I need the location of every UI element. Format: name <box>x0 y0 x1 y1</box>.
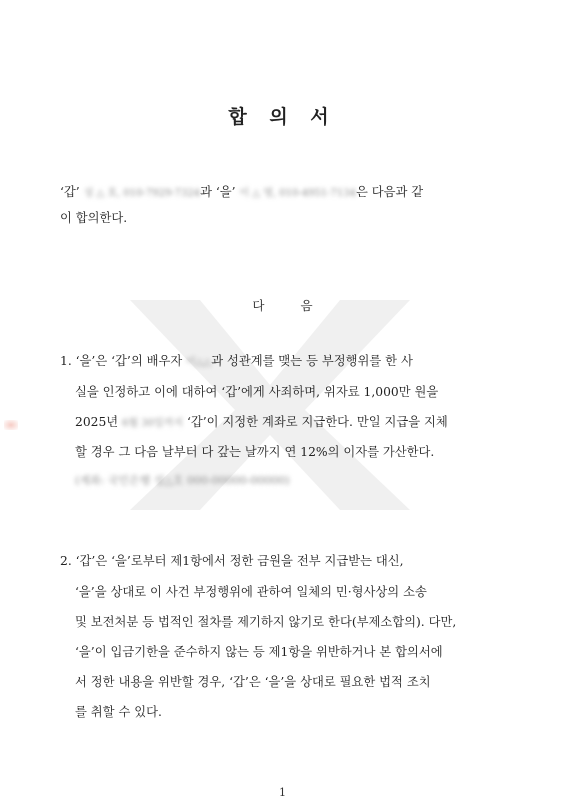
clause2-line-1: 2. ‘갑’은 ‘을’로부터 제1항에서 정한 금원을 전부 지급받는 대신, <box>60 554 404 568</box>
redacted-spouse-name: 이△△ <box>186 357 212 368</box>
heading-left: 다 <box>252 298 265 313</box>
clause1-line-3 <box>75 412 448 430</box>
redacted-account-info: (계좌: 국민은행 성△호 000-00000-00000) <box>75 474 290 487</box>
clause1-line-5 <box>75 472 290 488</box>
clause1-text-c: ‘갑’이 지정한 계좌로 지급한다. 만일 지급을 지체 <box>186 415 448 429</box>
intro-ending: 은 다음과 같 <box>355 185 424 199</box>
party-a-label: ‘갑’ <box>60 185 80 199</box>
clause2-line-5: 서 정한 내용을 위반할 경우, ‘갑’은 ‘을’을 상대로 필요한 법적 조치 <box>75 675 431 689</box>
clause2-line-2: ‘을’을 상대로 이 사건 부정행위에 관하여 일체의 민·형사상의 소송 <box>75 585 427 599</box>
redacted-due-date: 6월 30일까지 <box>122 418 184 429</box>
heading-right: 음 <box>300 298 313 313</box>
intro-connector: 과 ‘을’ <box>200 185 236 199</box>
clause1-text-b: 과 성관계를 맺는 등 부정행위를 한 사 <box>211 354 413 368</box>
stain-mark <box>4 420 18 430</box>
clause1-text-a: 1. ‘을’은 ‘갑’의 배우자 <box>60 354 183 368</box>
clause1-year: 2025년 <box>75 415 119 429</box>
redacted-party-b-info: 이 △ 영, 010-4951-7134 <box>239 188 356 199</box>
section-heading <box>0 296 565 314</box>
document-title: 합 의 서 <box>228 106 337 128</box>
redacted-party-a-info: 성 △ 호, 010-7929-7324 <box>83 188 201 199</box>
clause2-line-6: 를 취할 수 있다. <box>75 705 162 719</box>
clause1-line-4: 할 경우 그 다음 날부터 다 갚는 날까지 연 12%의 이자를 가산한다. <box>75 445 435 459</box>
clause1-line-2: 실을 인정하고 이에 대하여 ‘갑’에게 사죄하며, 위자료 1,000만 원을 <box>75 385 439 399</box>
clause2-line-3: 및 보전처분 등 법적인 절차를 제기하지 않기로 한다(부제소합의). 다만, <box>75 615 457 629</box>
intro-line-1 <box>60 182 423 200</box>
page-number: 1 <box>279 786 286 798</box>
clause2-line-4: ‘을’이 입금기한을 준수하지 않는 등 제1항을 위반하거나 본 합의서에 <box>75 645 443 659</box>
clause1-line-1 <box>60 351 413 369</box>
intro-line-2: 이 합의한다. <box>60 211 128 225</box>
